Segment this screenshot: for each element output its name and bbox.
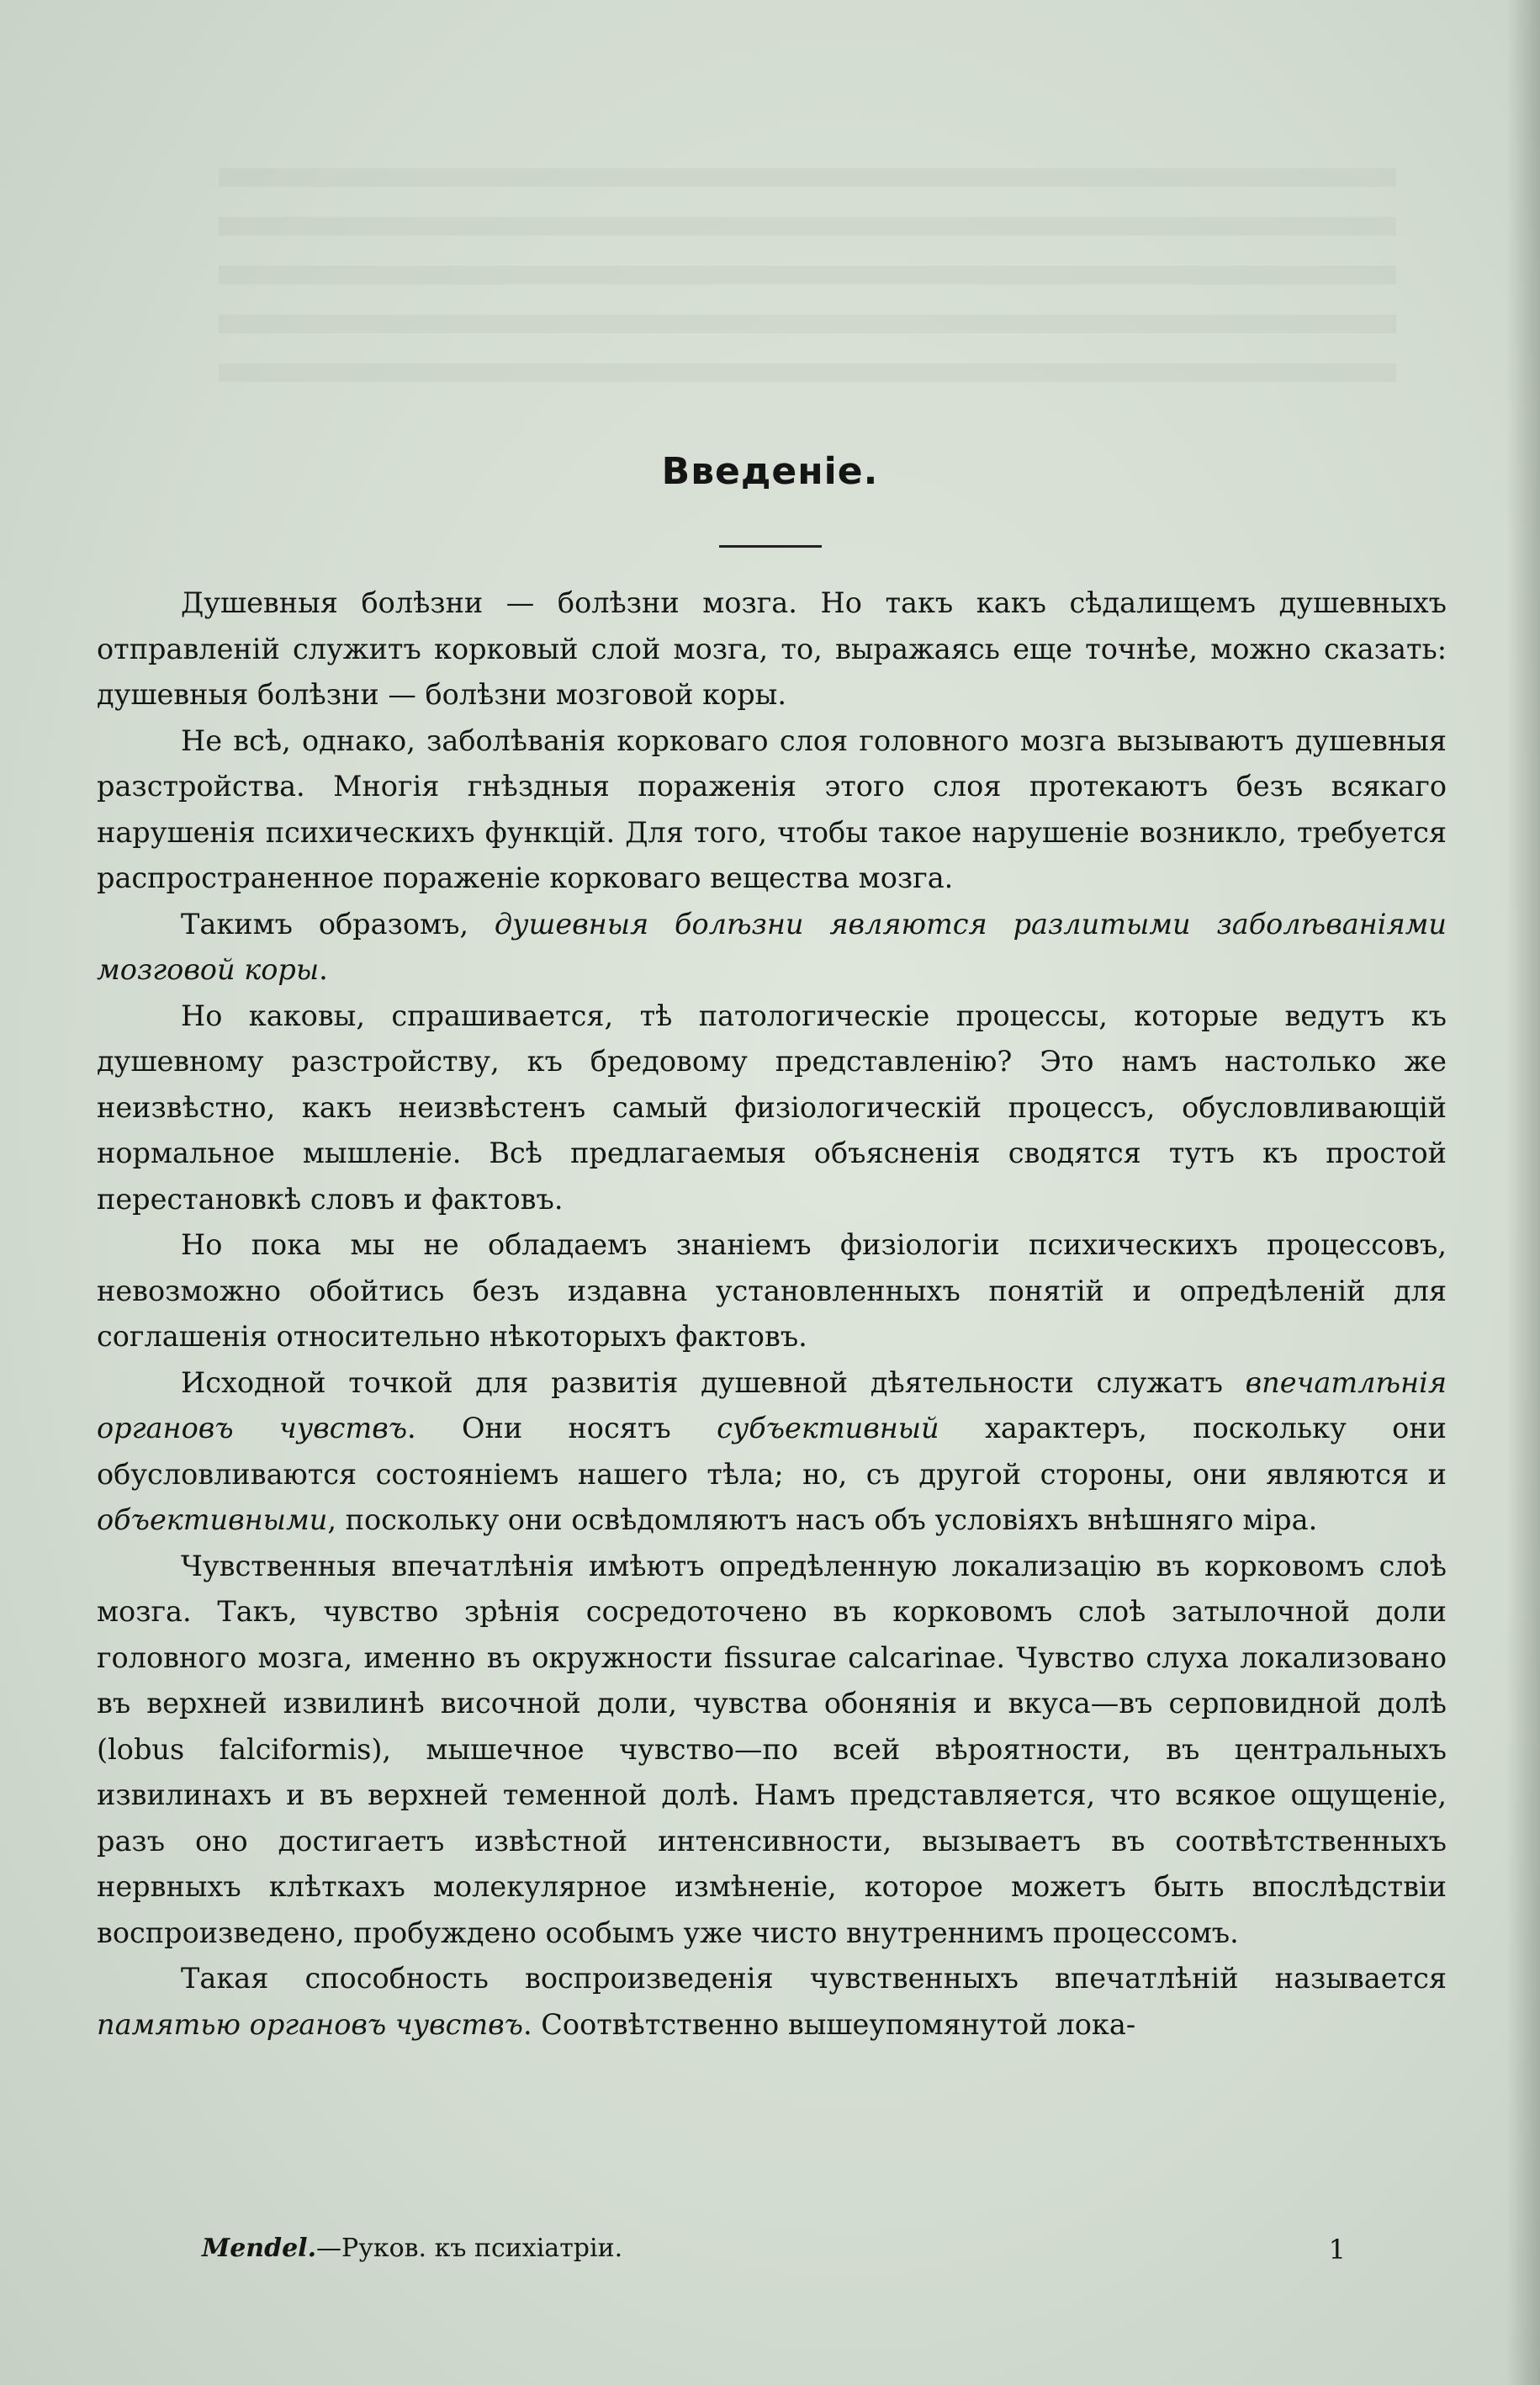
- body-text: [97, 580, 1447, 2048]
- paragraph: [97, 1360, 1447, 1544]
- page-footer: [202, 2234, 1346, 2276]
- text-segment: Чувственныя впечатлѣнія имѣютъ опредѣленную локализацію въ корковомъ слоѣ мозга. Такъ, чувство зрѣнія сосредоточено въ корковомъ слоѣ затылочной доли головного мозга, именно въ окружности fissurae calcarinae. Чувство слуха локализовано въ верхней извилинѣ височной доли, чувства обонянія и вкуса—въ серповидной долѣ (lobus falciformis), мышечное чувство—по всей вѣроятности, въ центральныхъ извилинахъ и въ верхней теменной долѣ. Намъ представляется, что всякое ощущеніе, разъ оно достигаетъ извѣстной интенсивности, вызываетъ въ соотвѣтственныхъ нервныхъ клѣткахъ молекулярное измѣненіе, которое можетъ быть впослѣдствіи воспроизведено, пробуждено особымъ уже чисто внутреннимъ процессомъ.: [97, 1549, 1447, 1949]
- italic-text: впечатлѣнія органовъ чувствъ: [97, 1365, 1447, 1444]
- text-segment: .: [319, 953, 328, 986]
- text-segment: Такимъ образомъ,: [181, 907, 495, 941]
- footer-author: Mendel.: [202, 2234, 317, 2263]
- text-segment: Но пока мы не обладаемъ знаніемъ физіологіи психическихъ процессовъ, невозможно обойтись безъ издавна установленныхъ понятій и опредѣленій для соглашенія относительно нѣкоторыхъ фактовъ.: [97, 1228, 1447, 1353]
- text-segment: Душевныя болѣзни — болѣзни мозга. Но такъ какъ сѣдалищемъ душевныхъ отправленій служитъ корковый слой мозга, то, выражаясь еще точнѣе, можно сказать: душевныя болѣзни — болѣзни мозговой коры.: [97, 586, 1447, 711]
- text-segment: Такая способность воспроизведенія чувственныхъ впечатлѣній называется: [181, 1962, 1447, 1995]
- paragraph: [97, 718, 1447, 902]
- bleed-through-shadow: [219, 168, 1396, 387]
- italic-text: памятью органовъ чувствъ: [97, 2007, 523, 2041]
- title-rule: [719, 545, 822, 548]
- page-number: 1: [1328, 2234, 1346, 2266]
- text-segment: Не всѣ, однако, заболѣванія корковаго слоя головного мозга вызываютъ душевныя разстройства. Многія гнѣздныя пораженія этого слоя протекаютъ безъ всякаго нарушенія психическихъ функцій. Для того, чтобы такое нарушеніе возникло, требуется распространенное пораженіе корковаго вещества мозга.: [97, 723, 1447, 894]
- text-segment: Но каковы, спрашивается, тѣ патологическіе процессы, которые ведутъ къ душевному разстройству, къ бредовому представленію? Это намъ настолько же неизвѣстно, какъ неизвѣстенъ самый физіологическій процессъ, обусловливающій нормальное мышленіе. Всѣ предлагаемыя объясненія сводятся тутъ къ простой перестановкѣ словъ и фактовъ.: [97, 999, 1447, 1216]
- text-segment: характеръ, поскольку они обусловливаются состояніемъ нашего тѣла; но, съ другой стороны, они являются и: [97, 1412, 1447, 1491]
- italic-text: субъективный: [717, 1412, 939, 1444]
- paragraph: [97, 994, 1447, 1223]
- page-edge-shadow: [1506, 0, 1540, 2385]
- paragraph: [97, 902, 1447, 994]
- text-segment: , поскольку они освѣдомляютъ насъ объ условіяхъ внѣшняго міра.: [327, 1503, 1318, 1536]
- text-segment: . Они носятъ: [407, 1412, 717, 1444]
- footer-book-title: —Руков. къ психіатріи.: [316, 2234, 623, 2263]
- text-segment: Исходной точкой для развитія душевной дѣятельности служатъ: [181, 1365, 1246, 1399]
- paragraph: [97, 1222, 1447, 1360]
- paragraph: [97, 580, 1447, 718]
- text-segment: . Соотвѣтственно вышеупомянутой лока-: [523, 2007, 1136, 2041]
- chapter-title: Введеніе.: [661, 450, 879, 493]
- paragraph: [97, 1544, 1447, 1957]
- italic-text: объективными: [97, 1503, 328, 1536]
- italic-text: душевныя болѣзни являются разлитыми заболѣваніями мозговой коры: [97, 907, 1447, 986]
- paragraph: [97, 1956, 1447, 2048]
